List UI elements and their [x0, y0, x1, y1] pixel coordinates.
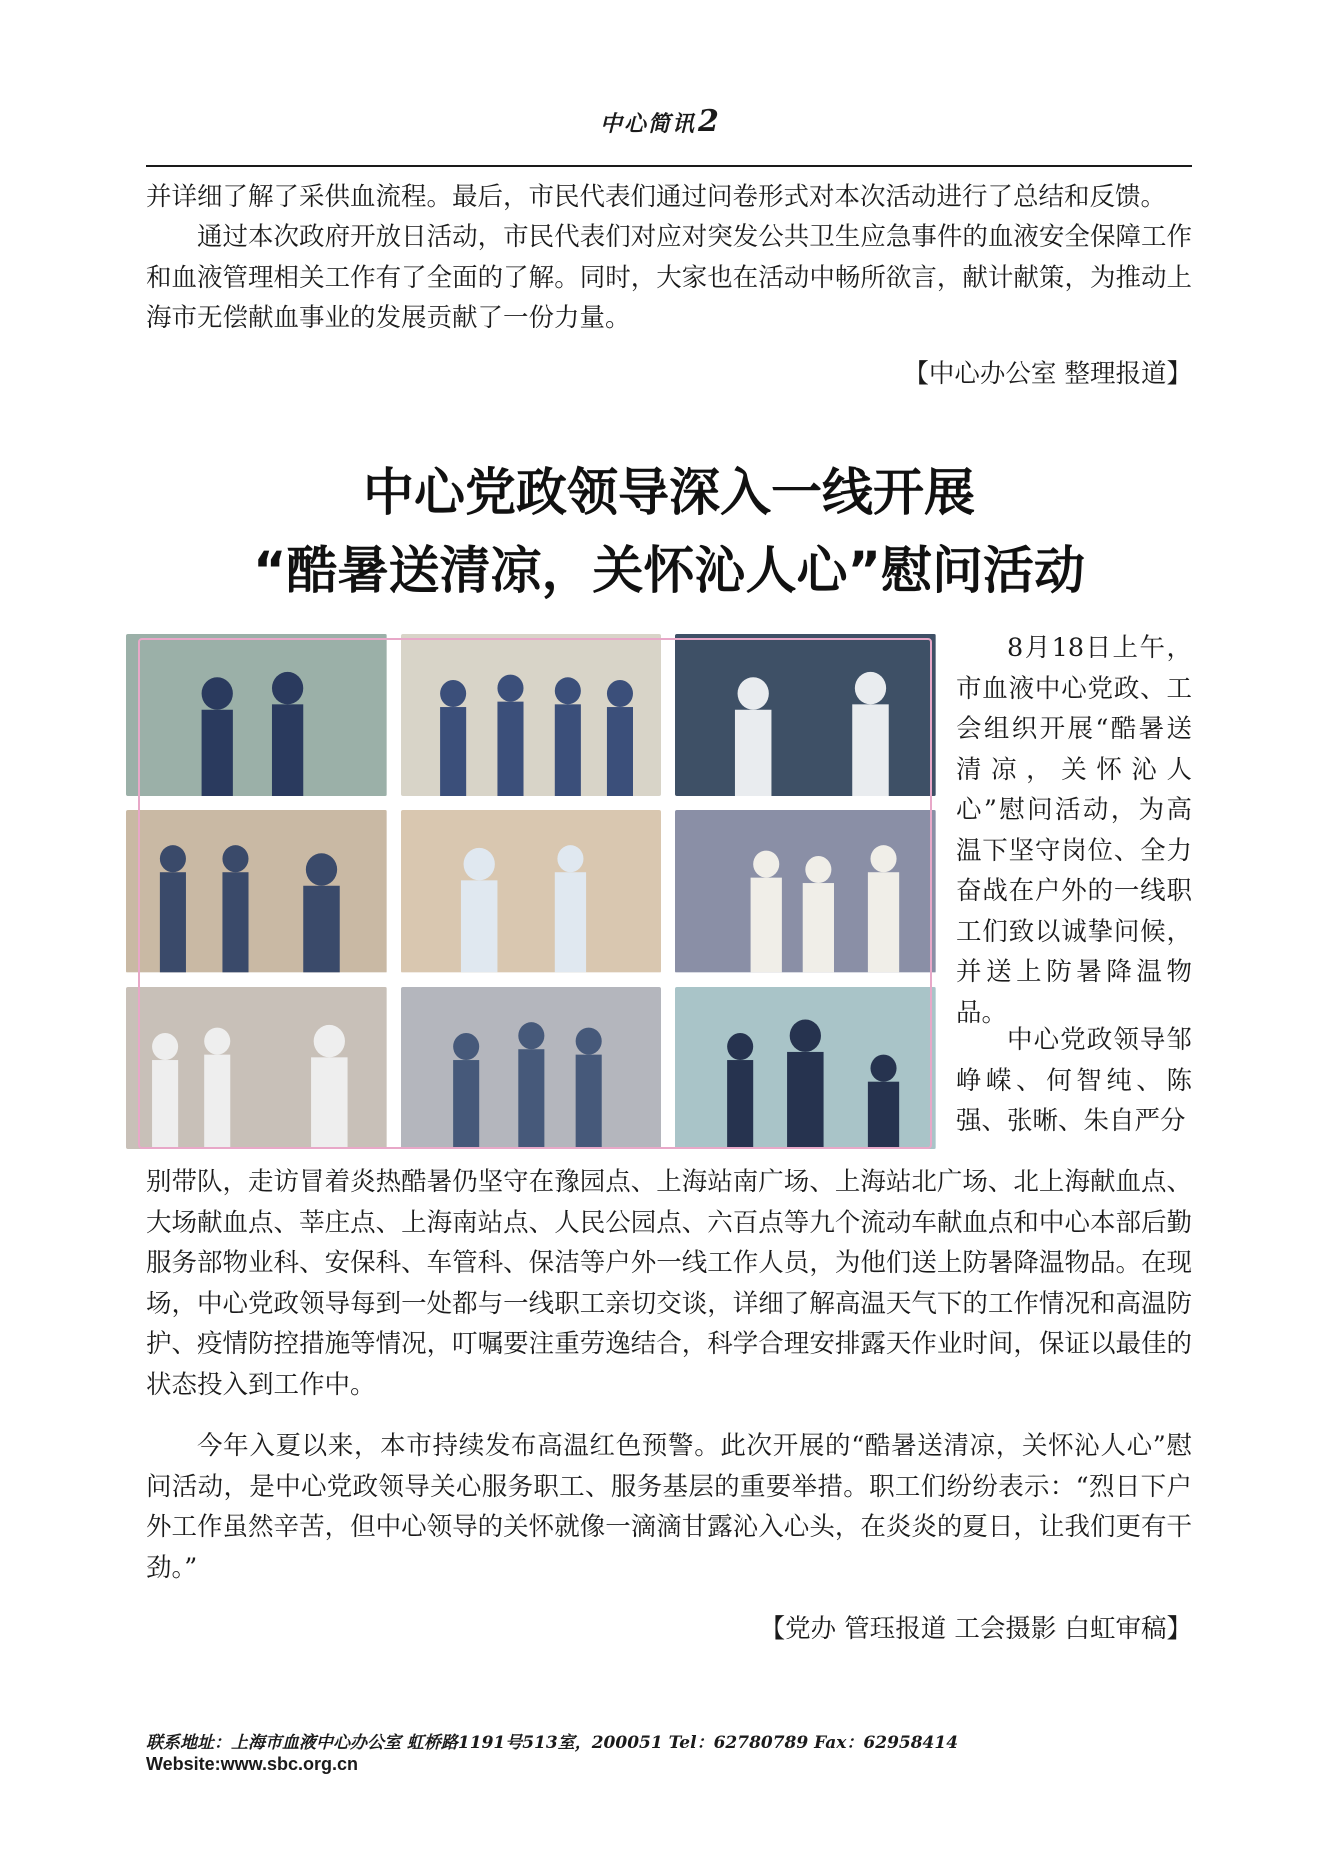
- footer-website: Website:www.sbc.org.cn: [146, 1754, 359, 1774]
- newsletter-header: [600, 104, 721, 139]
- article-paragraph-3: 今年入夏以来，本市持续发布高温红色预警。此次开展的“酷暑送清凉，关怀沁人心”慰问活动，是中心党政领导关心服务职工、服务基层的重要举措。职工们纷纷表示：“烈日下户外工作虽然辛苦，但中心领导的关怀就像一滴滴甘露沁入心头，在炎炎的夏日，让我们更有干劲。”: [146, 1431, 1192, 1583]
- photo-5: [401, 810, 662, 972]
- photo-7: [126, 987, 387, 1149]
- page-number: 2: [698, 104, 721, 139]
- article-title-line-2: “酷暑送清凉，关怀沁人心”慰问活动: [252, 542, 1086, 601]
- intro-paragraph-2: 通过本次政府开放日活动，市民代表们对应对突发公共卫生应急事件的血液安全保障工作和血液管理相关工作有了全面的了解。同时，大家也在活动中畅所欲言，献计献策，为推动上海市无偿献血事业的发展贡献了一份力量。: [146, 222, 1192, 333]
- photo-6: [675, 810, 936, 972]
- article-byline: 【党办 管珏报道 工会摄影 白虹审稿】: [759, 1614, 1192, 1644]
- article-paragraph-2-start: 中心党政领导邹峥嵘、何智纯、陈强、张晰、朱自严分: [956, 1025, 1192, 1136]
- article-paragraph-1: 8月18日上午，市血液中心党政、工会组织开展“酷暑送清凉，关怀沁人心”慰问活动，为高温下坚守岗位、全力奋战在户外的一线职工们致以诚挚问候，并送上防暑降温物品。: [956, 633, 1192, 1028]
- photo-4: [126, 810, 387, 972]
- intro-paragraph-1: 并详细了解了采供血流程。最后，市民代表们通过问卷形式对本次活动进行了总结和反馈。: [146, 182, 1167, 212]
- photo-2: [401, 634, 662, 796]
- photo-collage: [126, 634, 936, 1149]
- intro-byline: 【中心办公室 整理报道】: [903, 359, 1192, 389]
- newsletter-title: 中心简讯: [600, 111, 697, 137]
- photo-3: [675, 634, 936, 796]
- article-paragraph-2-continuation: 别带队，走访冒着炎热酷暑仍坚守在豫园点、上海站南广场、上海站北广场、北上海献血点、大场献血点、莘庄点、上海南站点、人民公园点、六百点等九个流动车献血点和中心本部后勤服务部物业科、安保科、车管科、保洁等户外一线工作人员，为他们送上防暑降温物品。在现场，中心党政领导每到一处都与一线职工亲切交谈，详细了解高温天气下的工作情况和高温防护、疫情防控措施等情况，叮嘱要注重劳逸结合，科学合理安排露天作业时间，保证以最佳的状态投入到工作中。: [146, 1167, 1192, 1400]
- photo-1: [126, 634, 387, 796]
- photo-8: [401, 987, 662, 1149]
- article-title: [146, 455, 1192, 611]
- article-title-line-1: 中心党政领导深入一线开展: [362, 464, 975, 523]
- photo-9: [675, 987, 936, 1149]
- header-divider: [146, 165, 1192, 167]
- footer-address: 联系地址：上海市血液中心办公室 虹桥路1191号513室，200051 Tel：62780789 Fax：62958414: [146, 1733, 959, 1753]
